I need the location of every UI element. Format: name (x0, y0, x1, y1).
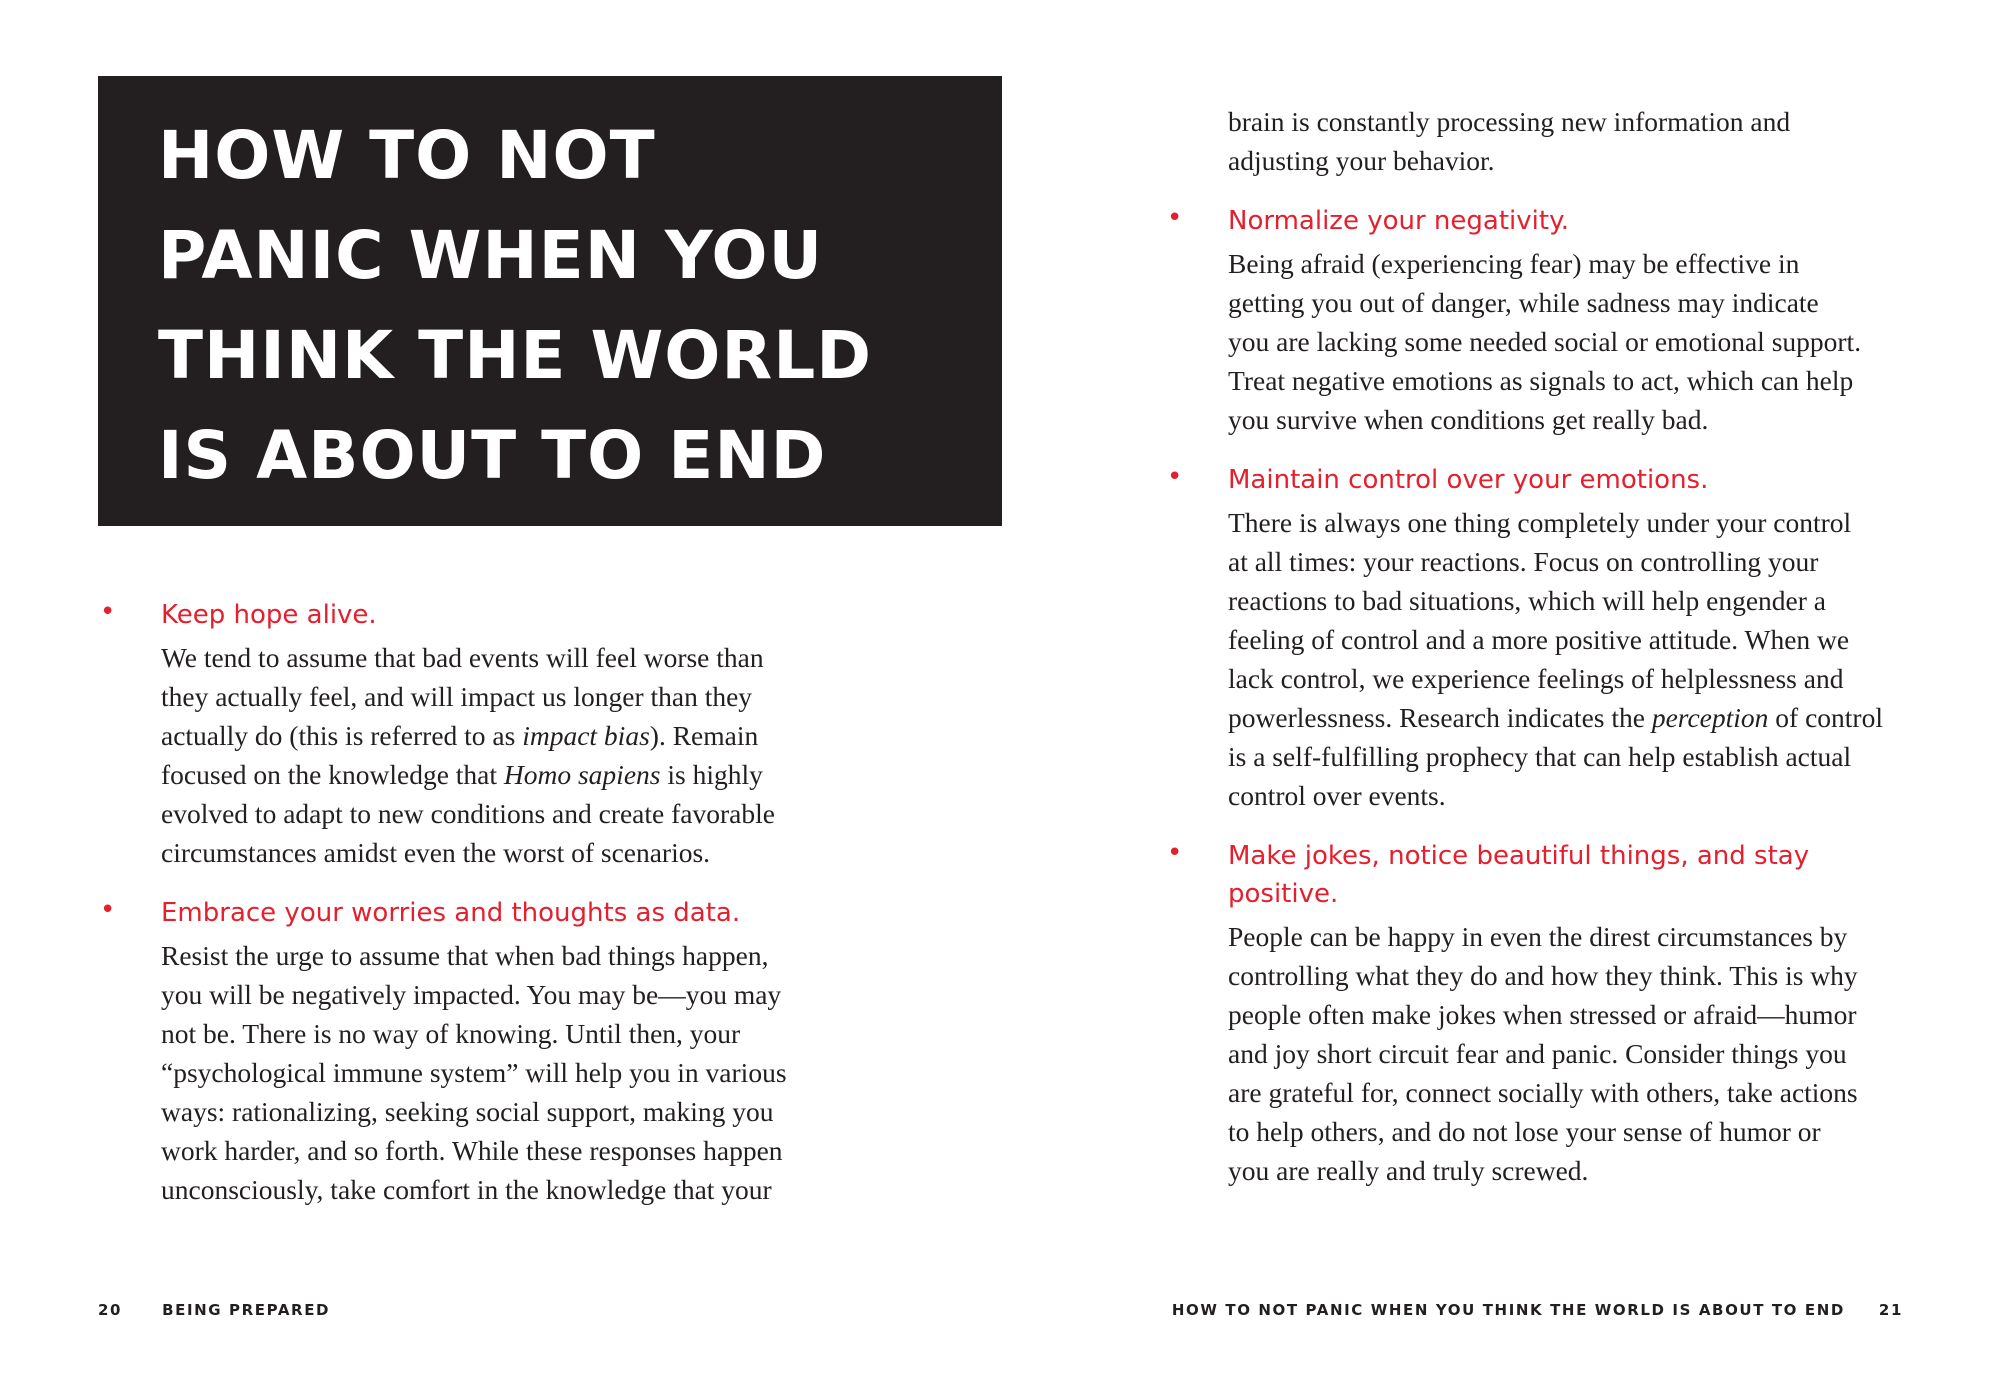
bullet-icon: • (1167, 203, 1183, 233)
tip-heading: Keep hope alive. (161, 600, 377, 630)
tip-item (1165, 202, 1925, 439)
tip-heading: Embrace your worries and thoughts as data. (161, 898, 741, 928)
right-page-column (1165, 102, 1925, 1212)
bullet-icon: • (100, 895, 116, 925)
tip-heading: Maintain control over your emotions. (1228, 465, 1709, 495)
left-page-column (98, 596, 858, 1231)
tip-body: People can be happy in even the direst circumstances by controlling what they do and how they think. This is why people often make jokes when stressed or afraid—humor and joy short circuit fear and panic. Consider things you are grateful for, connect socially with others, take actions to help others, and do not lose your sense of humor or you are really and truly screwed. (1228, 921, 1858, 1186)
tip-heading: Make jokes, notice beautiful things, and stay positive. (1228, 841, 1810, 909)
bullet-icon: • (1167, 462, 1183, 492)
tip-body: We tend to assume that bad events will feel worse than they actually feel, and will impact us longer than they actually do (this is referred to as impact bias). Remain focused on the knowledge that Homo sapiens is highly evolved to adapt to new conditions and create favorable circumstances amidst even the worst of scenarios. (161, 642, 775, 868)
tip-heading: Normalize your negativity. (1228, 206, 1570, 236)
chapter-title-line: PANIC WHEN YOU (158, 217, 824, 294)
bullet-icon: • (1167, 838, 1183, 868)
chapter-title-line: THINK THE WORLD (158, 317, 873, 394)
page-number: 20 (98, 1301, 123, 1319)
continued-paragraph: brain is constantly processing new information and adjusting your behavior. (1228, 106, 1791, 176)
tip-body: Being afraid (experiencing fear) may be effective in getting you out of danger, while sadness may indicate you are lacking some needed social or emotional support. Treat negative emotions as signals to act, which can help you survive when conditions get really bad. (1228, 248, 1862, 435)
bullet-icon: • (100, 597, 116, 627)
tip-body: Resist the urge to assume that when bad things happen, you will be negatively impacted. You may be—you may not be. There is no way of knowing. Until then, your “psychological immune system” will help you in various ways: rationalizing, seeking social support, making you work harder, and so forth. While these responses happen unconsciously, take comfort in the knowledge that your (161, 940, 787, 1205)
chapter-title-box (98, 76, 1002, 526)
tip-item (98, 596, 858, 872)
chapter-title-line: IS ABOUT TO END (158, 417, 827, 494)
running-head: HOW TO NOT PANIC WHEN YOU THINK THE WORLD IS ABOUT TO END (1171, 1301, 1845, 1319)
tip-body: There is always one thing completely under your control at all times: your reactions. Focus on controlling your reactions to bad situations, which will help engender a feeling of control and a more positive attitude. When we lack control, we experience feelings of helplessness and powerlessness. Research indicates the perception of control is a self-fulfilling prophecy that can help establish actual control over events. (1228, 507, 1883, 811)
page-number: 21 (1878, 1301, 1903, 1319)
tip-item (1165, 837, 1925, 1190)
chapter-title-line: HOW TO NOT (158, 117, 656, 194)
tip-item (1165, 461, 1925, 815)
right-page-footer (1172, 1301, 1903, 1319)
left-page-footer (98, 1301, 330, 1319)
tip-item (98, 894, 858, 1209)
running-head: BEING PREPARED (162, 1301, 331, 1319)
